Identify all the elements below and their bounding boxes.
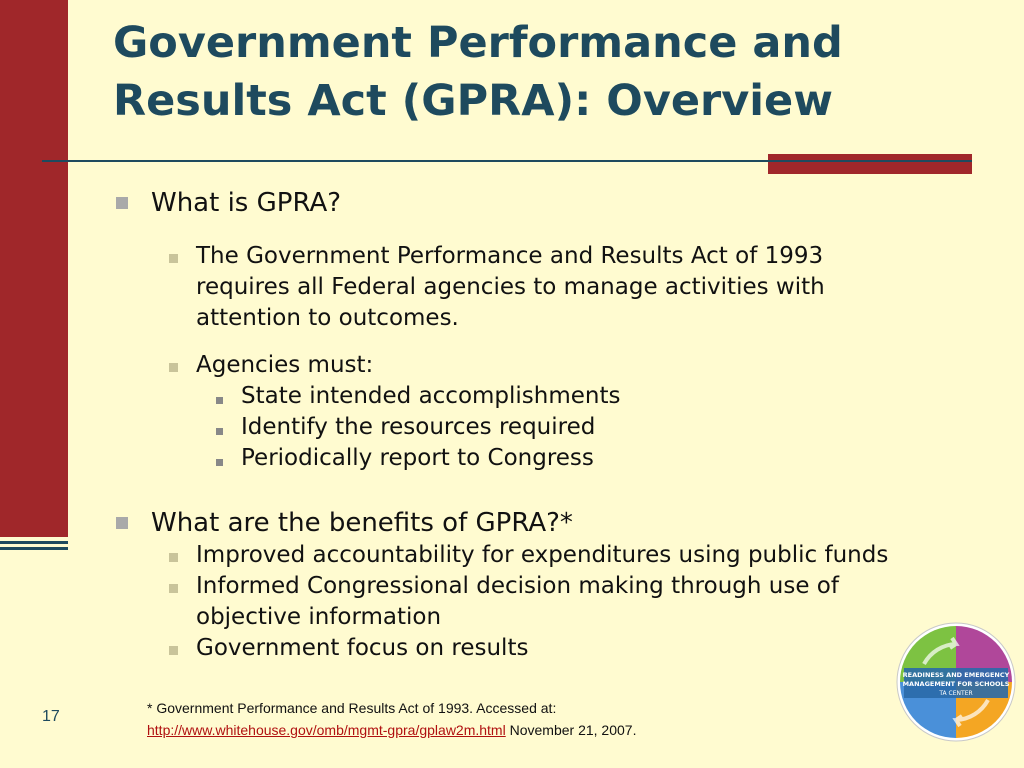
gpra-definition-line-1: The Government Performance and Results Act of 1993	[196, 243, 824, 269]
agencies-must-label: Agencies must:	[196, 352, 374, 378]
bullet-square	[116, 517, 128, 529]
bullet-square	[116, 197, 128, 209]
rems-ta-center-logo	[896, 622, 1016, 742]
benefit-item: Informed Congressional decision making through use of	[196, 573, 839, 599]
left-accent-bar	[0, 0, 68, 537]
footnote	[147, 697, 636, 741]
slide-number: 17	[42, 708, 60, 725]
bullet-what-is-gpra: What is GPRA?	[151, 188, 342, 218]
footnote-citation: * Government Performance and Results Act of 1993. Accessed at:	[147, 700, 557, 716]
agencies-item: Identify the resources required	[241, 414, 596, 440]
footnote-link-line	[147, 719, 636, 741]
benefit-item-continued: objective information	[196, 604, 442, 630]
bullet-benefits: What are the benefits of GPRA?*	[151, 508, 573, 538]
left-accent-line	[0, 547, 68, 550]
footnote-link[interactable]: http://www.whitehouse.gov/omb/mgmt-gpra/gplaw2m.html	[147, 722, 506, 738]
sub-bullet-square	[169, 553, 178, 562]
footnote-date: November 21, 2007.	[505, 722, 637, 738]
logo-text: MANAGEMENT FOR SCHOOLS	[902, 680, 1010, 688]
logo-text: TA CENTER	[939, 690, 973, 697]
sub-sub-bullet-square	[216, 428, 223, 435]
logo-text: READINESS AND EMERGENCY	[902, 671, 1010, 679]
sub-bullet-square	[169, 363, 178, 372]
sub-sub-bullet-square	[216, 459, 223, 466]
sub-bullet-square	[169, 254, 178, 263]
slide-title: Government Performance and Results Act (GPRA): Overview	[113, 18, 843, 126]
benefit-item: Government focus on results	[196, 635, 529, 661]
agencies-item: Periodically report to Congress	[241, 445, 594, 471]
gpra-definition-line-3: attention to outcomes.	[196, 305, 459, 331]
sub-sub-bullet-square	[216, 397, 223, 404]
left-accent-line	[0, 541, 68, 544]
title-accent-block	[768, 154, 972, 174]
gpra-definition-line-2: requires all Federal agencies to manage activities with	[196, 274, 825, 300]
sub-bullet-square	[169, 584, 178, 593]
sub-bullet-square	[169, 646, 178, 655]
benefit-item: Improved accountability for expenditures using public funds	[196, 542, 889, 568]
agencies-item: State intended accomplishments	[241, 383, 621, 409]
